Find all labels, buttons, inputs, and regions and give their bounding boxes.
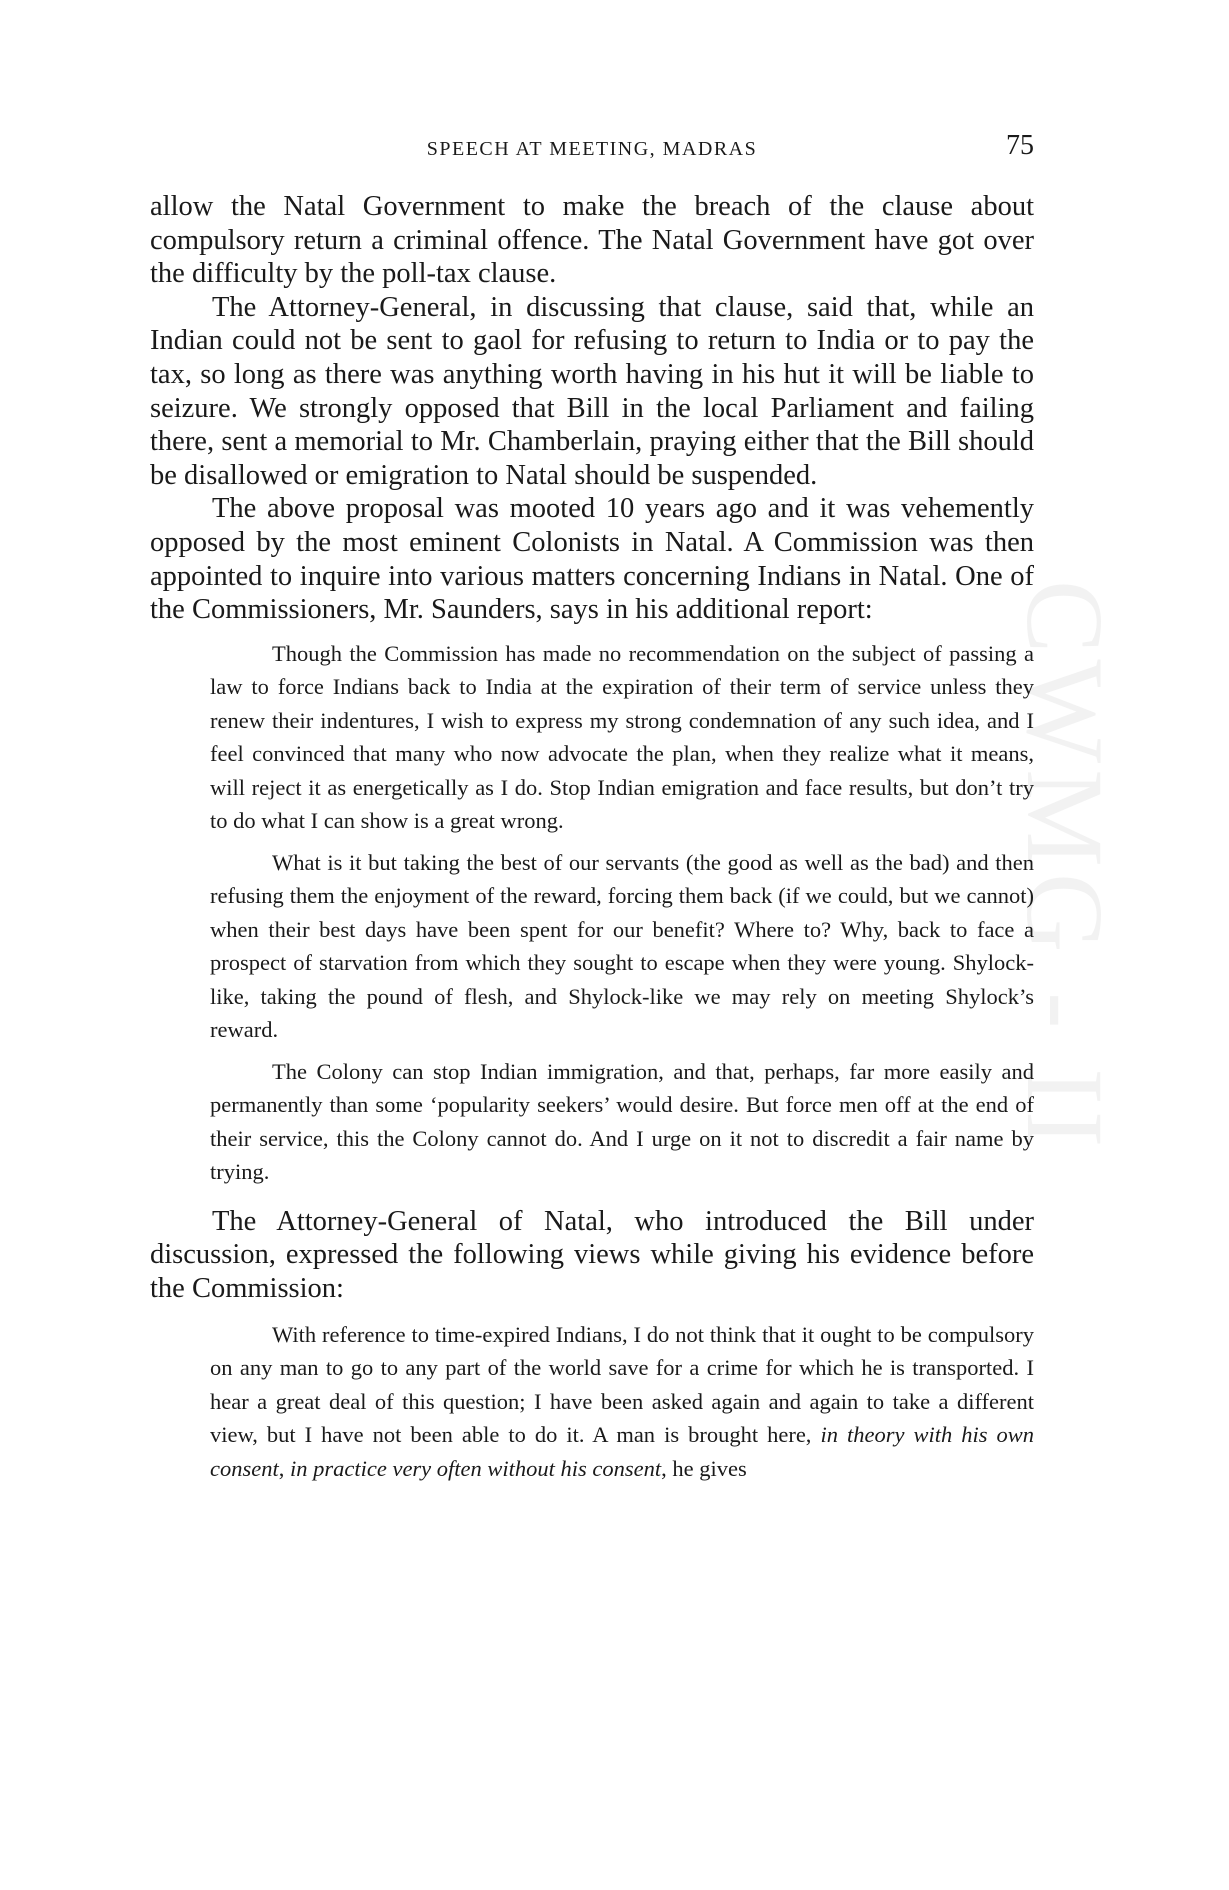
page-header bbox=[150, 128, 1034, 168]
quote-paragraph: What is it but taking the best of our servants (the good as well as the bad) and then refusing them the enjoyment of the reward, forcing them back (if we could, but we cannot) when their best days have been spent for our benefit? Where to? Why, back to face a prospect of starvation from which they sought to escape when they were young. Shylock-like, taking the pound of flesh, and Shylock-like we may rely on meeting Shylock’s reward. bbox=[210, 849, 1034, 1043]
body-text bbox=[150, 190, 1034, 1485]
quote-text: With reference to time-expired Indians, I do not think that it ought to be compulsory on any man to go to any part of the world save for a crime for which he is transported. I hear a great deal of this question; I have been asked again and again to take a different view, but I have not been able to do it. A man is brought here, bbox=[210, 1321, 1034, 1447]
quote-text: , bbox=[278, 1455, 290, 1481]
paragraph: allow the Natal Government to make the breach of the clause about compulsory return a criminal offence. The Natal Government have got over the difficulty by the poll-tax clause. bbox=[150, 191, 1034, 290]
quote-italic-text: in practice very often without his consent bbox=[289, 1455, 662, 1481]
page bbox=[150, 128, 1034, 1493]
quote-italic-text: in theory with his own consent bbox=[210, 1422, 1034, 1481]
quote-paragraph bbox=[210, 1318, 1034, 1486]
quote-text: , he gives bbox=[661, 1455, 747, 1481]
paragraph: The Attorney-General of Natal, who introduced the Bill under discussion, expressed the following views while giving his evidence before the Commission: bbox=[150, 1205, 1034, 1304]
quote-paragraph: Though the Commission has made no recommendation on the subject of passing a law to force Indians back to India at the expiration of their term of service unless they renew their indentures, I wish to express my strong condemnation of any such idea, and I feel convinced that many who now advocate the plan, when they realize what it means, will reject it as energetically as I do. Stop Indian emigration and face results, but don’t try to do what I can show is a great wrong. bbox=[210, 640, 1034, 834]
paragraph: The Attorney-General, in discussing that clause, said that, while an Indian could not be sent to gaol for refusing to return to India or to pay the tax, so long as there was anything worth having in his hut it will be liable to seizure. We strongly opposed that Bill in the local Parliament and failing there, sent a memorial to Mr. Chamberlain, praying either that the Bill should be disallowed or emigration to Natal should be suspended. bbox=[150, 291, 1034, 491]
watermark: CWMG - II bbox=[1004, 580, 1126, 1154]
page-number: 75 bbox=[1006, 130, 1034, 161]
paragraph: The above proposal was mooted 10 years ago and it was vehemently opposed by the most eminent Colonists in Natal. A Commission was then appointed to inquire into various matters concerning Indians in Natal. One of the Commissioners, Mr. Saunders, says in his additional report: bbox=[150, 493, 1034, 626]
running-head: SPEECH AT MEETING, MADRAS bbox=[426, 138, 758, 160]
block-quote-attorney-general bbox=[210, 1318, 1034, 1486]
quote-paragraph: The Colony can stop Indian immigration, and that, perhaps, far more easily and permanently than some ‘popularity seekers’ would desire. But force men off at the end of their service, this the Colony cannot do. And I urge on it not to discredit a fair name by trying. bbox=[210, 1058, 1034, 1185]
block-quote-saunders bbox=[210, 637, 1034, 1189]
